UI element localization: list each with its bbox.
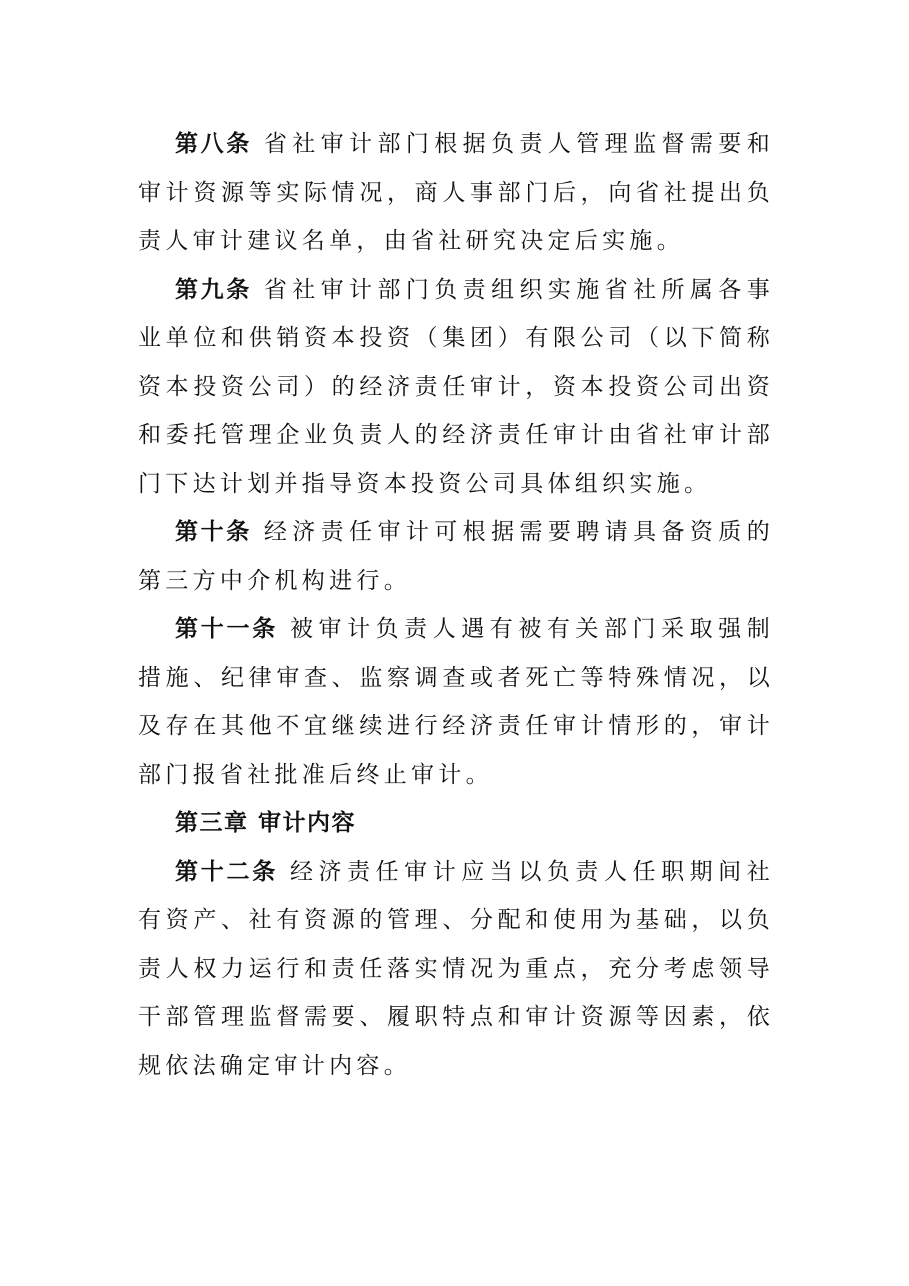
article-12-heading: 第十二条 [175, 858, 278, 885]
chapter-title: 第三章 审计内容 [175, 810, 357, 836]
article-11 [138, 605, 774, 799]
article-12-text: 经济责任审计应当以负责人任职期间社有资产、社有资源的管理、分配和使用为基础，以负责人权力运行和责任落实情况为重点，充分考虑领导干部管理监督需要、履职特点和审计资源等因素，依规依法确定审计内容。 [138, 858, 774, 1079]
document-body [138, 120, 774, 1090]
article-9 [138, 266, 774, 509]
article-9-heading: 第九条 [175, 276, 252, 303]
article-10-heading: 第十条 [175, 519, 252, 545]
article-9-text: 省社审计部门负责组织实施省社所属各事业单位和供销资本投资（集团）有限公司（以下简称资本投资公司）的经济责任审计，资本投资公司出资和委托管理企业负责人的经济责任审计由省社审计部门下达计划并指导资本投资公司具体组织实施。 [138, 276, 775, 497]
article-8 [138, 120, 774, 266]
article-8-text: 省社审计部门根据负责人管理监督需要和审计资源等实际情况，商人事部门后，向省社提出负责人审计建议名单，由省社研究决定后实施。 [138, 131, 775, 254]
article-12 [138, 848, 774, 1091]
article-11-text: 被审计负责人遇有被有关部门采取强制措施、纪律审查、监察调查或者死亡等特殊情况，以及存在其他不宜继续进行经济责任审计情形的，审计部门报省社批准后终止审计。 [138, 616, 774, 788]
article-11-heading: 第十一条 [175, 616, 278, 642]
article-10 [138, 508, 774, 605]
article-10-text: 经济责任审计可根据需要聘请具备资质的第三方中介机构进行。 [138, 519, 775, 594]
article-8-heading: 第八条 [175, 131, 252, 157]
